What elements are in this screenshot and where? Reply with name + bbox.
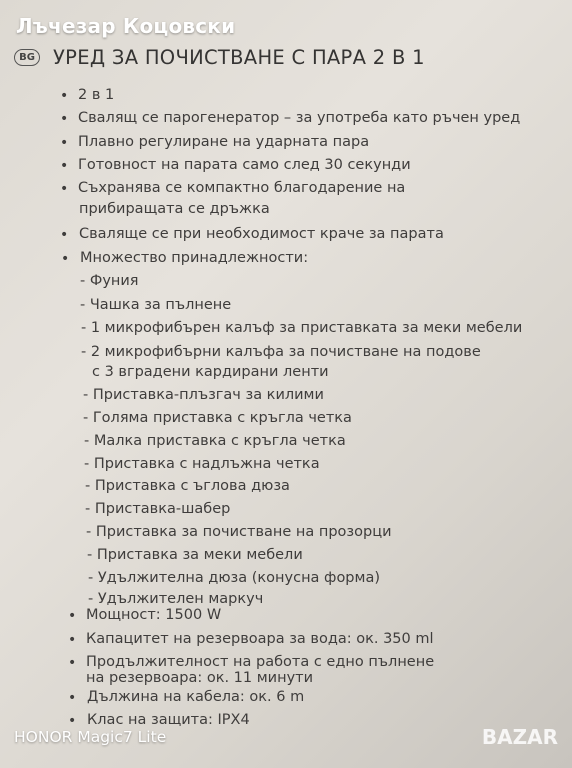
bullet: • (68, 608, 77, 624)
bullet: • (68, 655, 77, 671)
list-item: Мощност: 1500 W (86, 607, 222, 623)
bullet: • (60, 111, 69, 127)
list-item: прибиращата се дръжка (79, 201, 270, 217)
list-item: - Чашка за пълнене (80, 297, 232, 313)
list-item: Свалящ се парогенератор – за употреба като ръчен уред (78, 110, 521, 126)
bazar-logo-text: BAZAR (481, 725, 558, 749)
list-item: - Приставка с ъглова дюза (85, 478, 290, 494)
list-item: - Приставка за почистване на прозорци (86, 524, 392, 540)
list-item: Сваляще се при необходимост краче за парата (79, 226, 444, 242)
bullet: • (68, 632, 77, 648)
list-item: - Приставка-шабер (85, 501, 231, 517)
list-item: - 2 микрофибърни калъфа за почистване на подове (81, 344, 481, 360)
list-item: - Приставка-плъзгач за килими (83, 387, 324, 403)
list-item: - Голяма приставка с кръгла четка (83, 410, 352, 426)
bullet: • (60, 88, 69, 104)
list-item: 2 в 1 (78, 87, 115, 103)
list-item: Готовност на парата само след 30 секунди (78, 157, 411, 173)
camera-watermark: HONOR Magic7 Lite (14, 728, 167, 746)
list-item: - Удължителна дюза (конусна форма) (88, 570, 380, 586)
bullet: • (60, 158, 69, 174)
list-item: с 3 вградени кардирани ленти (92, 364, 329, 380)
list-item: Съхранява се компактно благодарение на (78, 180, 406, 196)
list-item: - Удължителен маркуч (88, 591, 264, 607)
list-item: Дължина на кабела: ок. 6 m (87, 689, 305, 705)
list-item: Клас на защита: IPX4 (87, 712, 250, 728)
list-item: - Приставка за меки мебели (87, 547, 303, 563)
language-badge: BG (14, 49, 40, 66)
list-item: - 1 микрофибърен калъф за приставката за меки мебели (81, 320, 523, 336)
list-item: - Приставка с надлъжна четка (84, 456, 320, 472)
bullet: • (60, 227, 69, 243)
list-item: на резервоара: ок. 11 минути (86, 670, 314, 686)
list-item: - Малка приставка с кръгла четка (84, 433, 346, 449)
bazar-logo (482, 725, 558, 749)
list-item: Множество принадлежности: (80, 250, 309, 266)
list-item: Капацитет на резервоара за вода: ок. 350 ml (86, 631, 434, 647)
list-item: - Фуния (80, 273, 139, 289)
bullet: • (68, 690, 77, 706)
bullet: • (60, 135, 69, 151)
list-item: Продължителност на работа с едно пълнене (86, 654, 435, 670)
author-watermark: Лъчезар Коцовски (16, 14, 236, 38)
bullet: • (60, 181, 69, 197)
bullet: • (61, 251, 70, 267)
list-item: Плавно регулиране на ударната пара (78, 134, 370, 150)
bullet: • (68, 713, 77, 729)
product-title: УРЕД ЗА ПОЧИСТВАНЕ С ПАРА 2 В 1 (53, 46, 425, 69)
